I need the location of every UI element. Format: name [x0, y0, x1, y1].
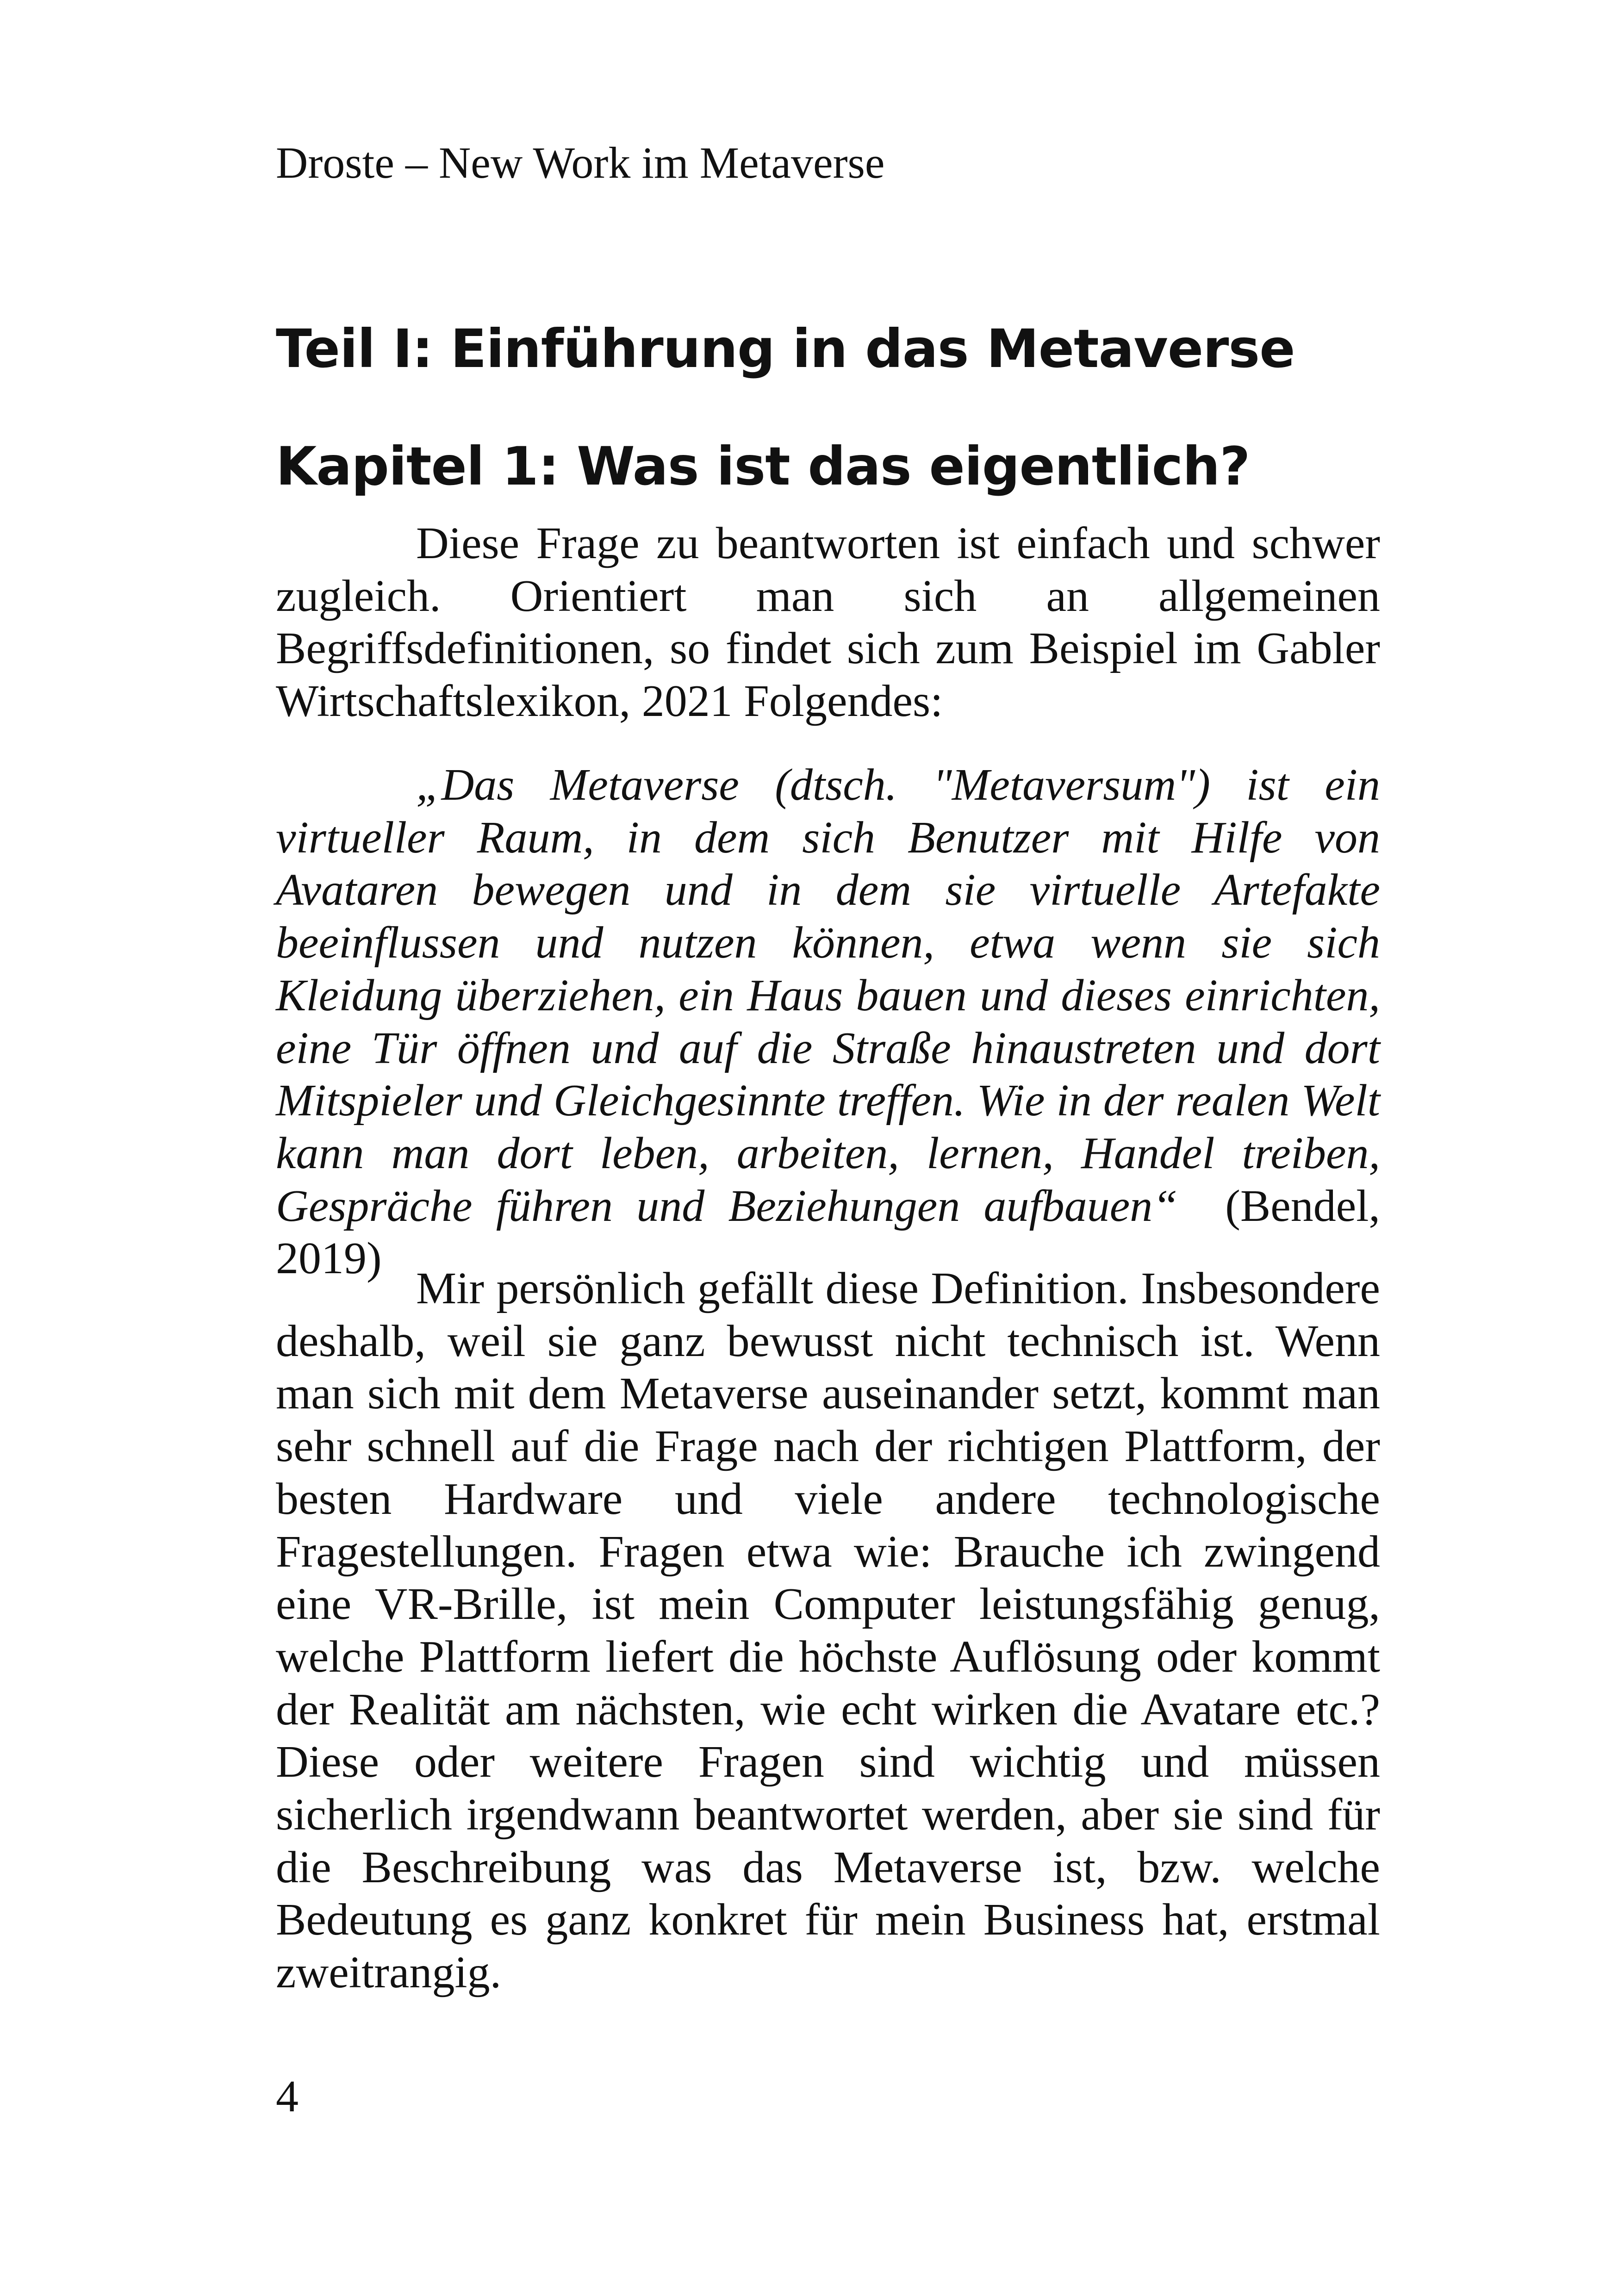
page-number: 4 — [276, 2072, 299, 2122]
definition-quote — [276, 759, 1380, 1285]
quote-citation: (Bendel, 2019) — [276, 1181, 1380, 1284]
part-title: Teil I: Einführung in das Metaverse — [276, 318, 1295, 380]
running-header: Droste – New Work im Metaverse — [276, 138, 885, 187]
body-paragraph: Mir persönlich gefällt diese Definition. Insbesondere deshalb, weil sie ganz bewusst nicht technisch ist. Wenn man sich mit dem Metaverse auseinander setzt, kommt man sehr schnell auf die Frage nach der richtigen Plattform, der besten Hardware und viele andere technologische Fragestellungen. Fragen etwa wie: Brauche ich zwingend eine VR-Brille, ist mein Computer leistungsfähig genug, welche Plattform liefert die höchste Auflösung oder kommt der Realität am nächsten, wie echt wirken die Avatare etc.? Diese oder weitere Fragen sind wichtig und müssen sicherlich irgendwann beantwortet werden, aber sie sind für die Beschreibung was das Metaverse ist, bzw. welche Bedeutung es ganz konkret für mein Business hat, erstmal zweitrangig. — [276, 1263, 1380, 1998]
intro-paragraph: Diese Frage zu beantworten ist einfach und schwer zugleich. Orientiert man sich an allgemeinen Begriffsdefinitionen, so findet sich zum Beispiel im Gabler Wirtschaftslexikon, 2021 Folgendes: — [276, 518, 1380, 727]
chapter-title: Kapitel 1: Was ist das eigentlich? — [276, 436, 1250, 497]
quote-text: „Das Metaverse (dtsch. "Metaversum") ist ein virtueller Raum, in dem sich Benutzer mit Hilfe von Avataren bewegen und in dem sie virtuelle Artefakte beeinflussen und nutzen können, etwa wenn sie sich Kleidung überziehen, ein Haus bauen und dieses einrichten, eine Tür öffnen und auf die Straße hinaustreten und dort Mitspieler und Gleichgesinnte treffen. Wie in der realen Welt kann man dort leben, arbeiten, lernen, Handel treiben, Gespräche führen und Beziehungen aufbauen“ — [276, 760, 1380, 1231]
